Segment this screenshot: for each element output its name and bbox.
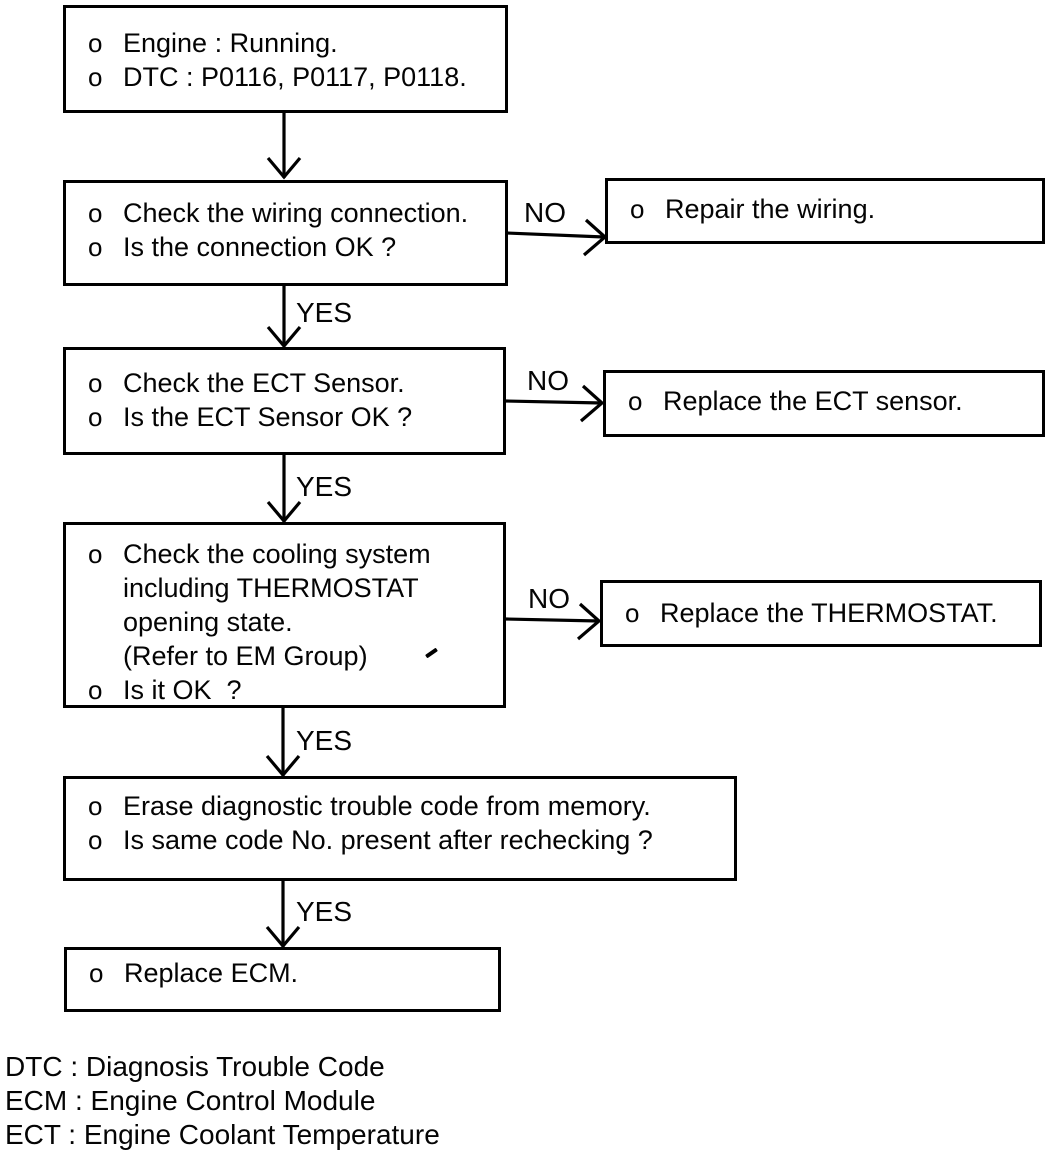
flow-box-erase-dtc (63, 776, 737, 881)
flow-box-line (66, 639, 503, 673)
bullet-marker: o (88, 675, 103, 705)
flow-box-line (66, 571, 503, 605)
flow-box-text: Replace the THERMOSTAT. (660, 598, 998, 628)
flow-box-line (606, 384, 1042, 418)
flow-box-text: Is it OK ? (123, 675, 242, 705)
branch-label-no-3: NO (528, 583, 570, 614)
flow-box-line (66, 605, 503, 639)
branch-label-no-1: NO (524, 197, 566, 228)
legend-line-ect: ECT : Engine Coolant Temperature (5, 1119, 440, 1150)
flow-box-text: Check the ECT Sensor. (123, 368, 405, 398)
flow-box-text: Check the cooling system (123, 539, 431, 569)
bullet-marker: o (88, 539, 103, 569)
bullet-marker: o (630, 194, 645, 224)
flow-box-line (66, 823, 734, 857)
flow-box-text: Replace the ECT sensor. (663, 386, 963, 416)
bullet-marker: o (88, 62, 103, 92)
flow-box-text: including THERMOSTAT (123, 573, 419, 603)
bullet-marker: o (88, 825, 103, 855)
flow-box-check-cooling-system (63, 522, 506, 708)
legend (5, 1050, 440, 1152)
flow-box-text: DTC : P0116, P0117, P0118. (123, 62, 467, 92)
bullet-marker: o (88, 791, 103, 821)
flow-box-line (67, 956, 498, 990)
bullet-marker: o (89, 958, 104, 988)
flow-box-text: (Refer to EM Group) (123, 641, 368, 671)
bullet-marker: o (88, 368, 103, 398)
arrow-down-1 (268, 112, 300, 178)
flow-box-replace-ecm (64, 947, 501, 1012)
flow-box-start (63, 5, 508, 113)
flow-box-line (66, 196, 505, 230)
flow-box-line (66, 230, 505, 264)
flow-box-text: Erase diagnostic trouble code from memory. (123, 791, 651, 821)
flow-box-line (66, 60, 505, 94)
flow-box-text: Engine : Running. (123, 28, 338, 58)
flow-box-text: opening state. (123, 607, 293, 637)
flow-box-check-wiring (63, 180, 508, 286)
branch-label-yes-3: YES (296, 725, 353, 756)
arrow-down-yes-3 (267, 707, 299, 776)
bullet-marker: o (88, 28, 103, 58)
arrow-down-yes-4 (267, 879, 299, 947)
bullet-marker: o (88, 232, 103, 262)
flow-box-line (66, 537, 503, 571)
flow-box-line (608, 192, 1042, 226)
branch-label-yes-4: YES (296, 896, 353, 927)
flow-box-check-ect-sensor (63, 347, 506, 455)
flow-box-text: Repair the wiring. (665, 194, 876, 224)
flow-box-text: Check the wiring connection. (123, 198, 469, 228)
branch-label-no-2: NO (527, 365, 569, 396)
flow-box-repair-wiring (605, 178, 1045, 244)
flow-box-replace-thermostat (600, 580, 1042, 647)
flow-box-line (66, 400, 503, 434)
flow-box-replace-ect-sensor (603, 370, 1045, 437)
flow-box-text: Is same code No. present after rechecking ? (123, 825, 653, 855)
flow-box-line (603, 596, 1039, 630)
bullet-marker: o (88, 402, 103, 432)
flow-box-line (66, 366, 503, 400)
flow-box-line (66, 789, 734, 823)
bullet-marker: o (625, 598, 640, 628)
legend-line-dtc: DTC : Diagnosis Trouble Code (5, 1051, 385, 1082)
flow-box-line (66, 673, 503, 707)
legend-line-ecm: ECM : Engine Control Module (5, 1085, 376, 1116)
branch-label-yes-1: YES (296, 297, 353, 328)
flow-box-text: Is the ECT Sensor OK ? (123, 402, 413, 432)
flow-box-line (66, 26, 505, 60)
flow-box-text: Replace ECM. (124, 958, 299, 988)
flow-box-text: Is the connection OK ? (123, 232, 397, 262)
bullet-marker: o (628, 386, 643, 416)
bullet-marker: o (88, 198, 103, 228)
branch-label-yes-2: YES (296, 471, 353, 502)
